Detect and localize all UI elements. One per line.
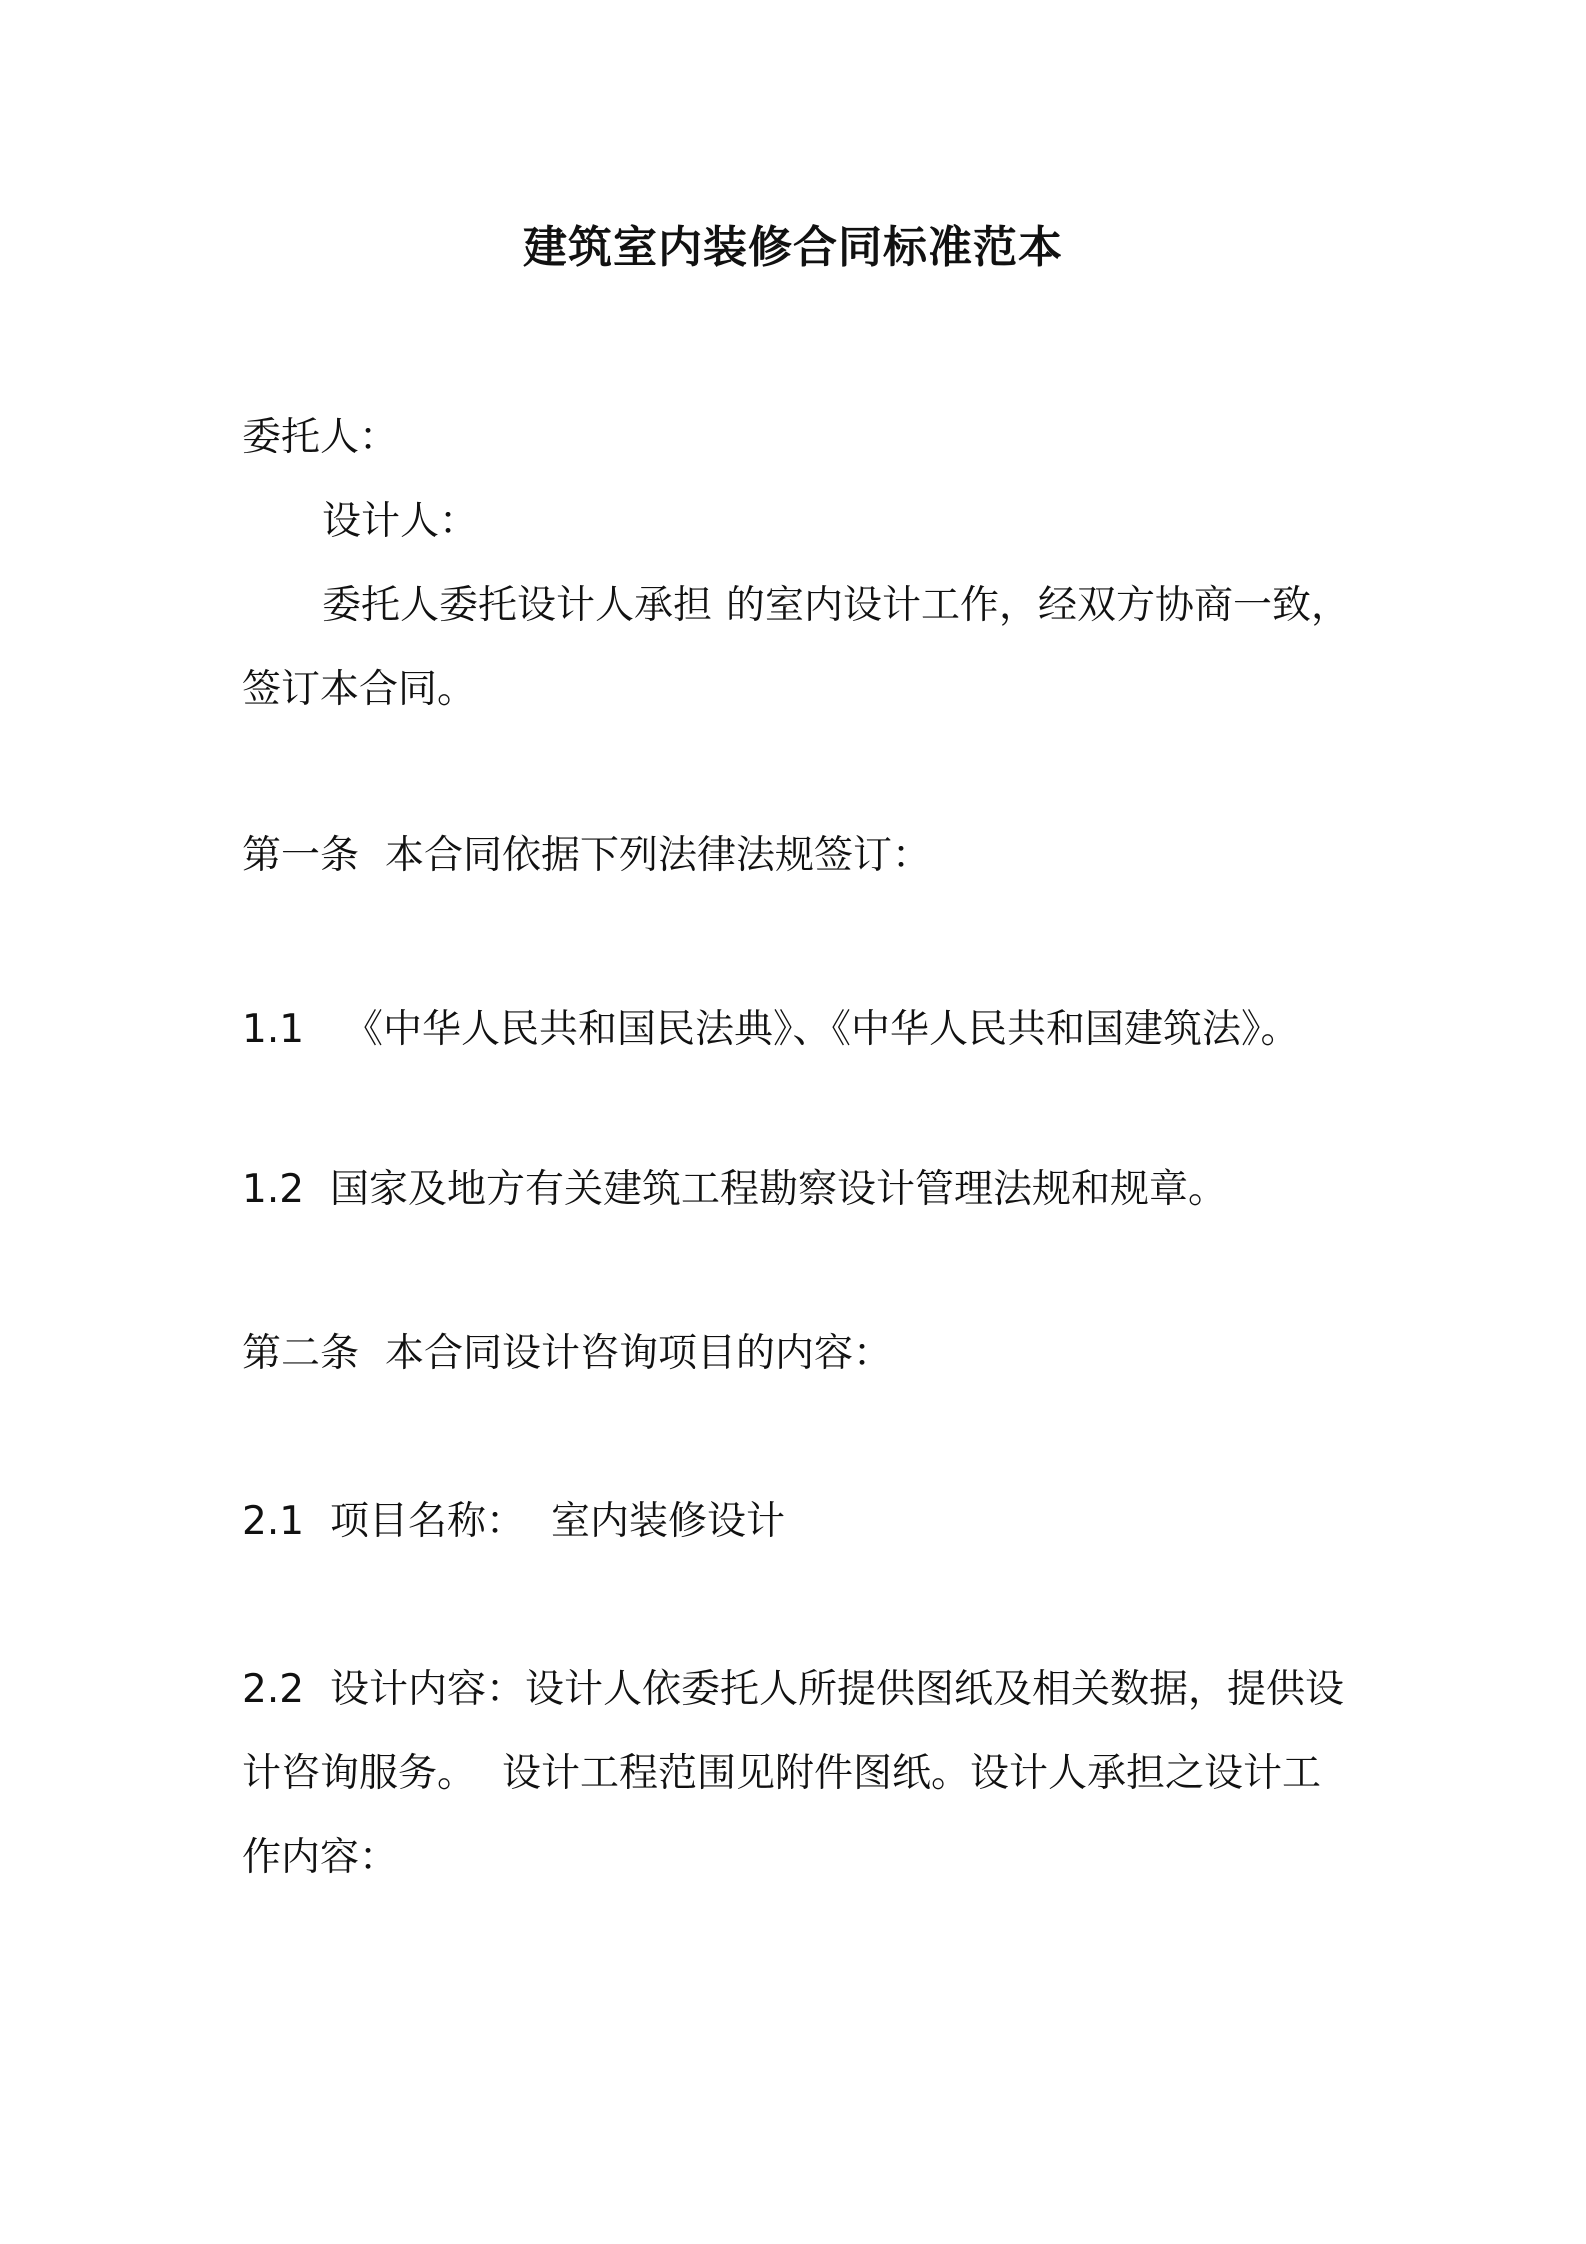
- clause-2-2-line-2-part-2: 设计工程范围见附件图纸。设计人承担之设计工: [502, 1751, 1322, 1796]
- client-label: 委托人：: [242, 415, 399, 460]
- clause-2-2-line-2-part-1: 计咨询服务。: [242, 1751, 477, 1796]
- designer-label: 设计人：: [322, 499, 479, 544]
- intro-line-1-part-2: 的室内设计工作，经双方协商一致，: [726, 583, 1351, 628]
- clause-2-2-line-1: [242, 1662, 1344, 1718]
- clause-2-1: [242, 1494, 785, 1550]
- intro-line-2: 签订本合同。: [242, 667, 477, 712]
- clause-1-1: [242, 1002, 1300, 1058]
- clause-2-1-number: 2.1: [242, 1499, 305, 1544]
- article-1-number: 第一条: [242, 833, 360, 878]
- article-2-heading: [242, 1326, 892, 1382]
- document-title: 建筑室内装修合同标准范本: [523, 222, 1063, 273]
- clause-2-1-label: 项目名称：: [330, 1499, 526, 1544]
- intro-line-1-part-1: 委托人委托设计人承担: [322, 583, 713, 628]
- clause-1-2: [242, 1162, 1227, 1218]
- article-2-number: 第二条: [242, 1331, 360, 1376]
- intro-line-1: [322, 578, 1350, 634]
- clause-1-1-text: 《中华人民共和国民法典》、《中华人民共和国建筑法》。: [344, 1007, 1300, 1052]
- clause-1-1-number: 1.1: [242, 1007, 305, 1052]
- article-1-heading: [242, 828, 931, 884]
- clause-1-2-number: 1.2: [242, 1167, 305, 1212]
- clause-1-2-text: 国家及地方有关建筑工程勘察设计管理法规和规章。: [330, 1167, 1228, 1212]
- article-1-text: 本合同依据下列法律法规签订：: [385, 833, 932, 878]
- clause-2-2-number: 2.2: [242, 1667, 305, 1712]
- clause-2-2-line-2: [242, 1746, 1321, 1802]
- article-2-text: 本合同设计咨询项目的内容：: [385, 1331, 893, 1376]
- clause-2-2-line-1-text: 设计内容：设计人依委托人所提供图纸及相关数据，提供设: [330, 1667, 1345, 1712]
- clause-2-2-line-3: 作内容：: [242, 1835, 399, 1880]
- clause-2-1-value: 室内装修设计: [551, 1499, 786, 1544]
